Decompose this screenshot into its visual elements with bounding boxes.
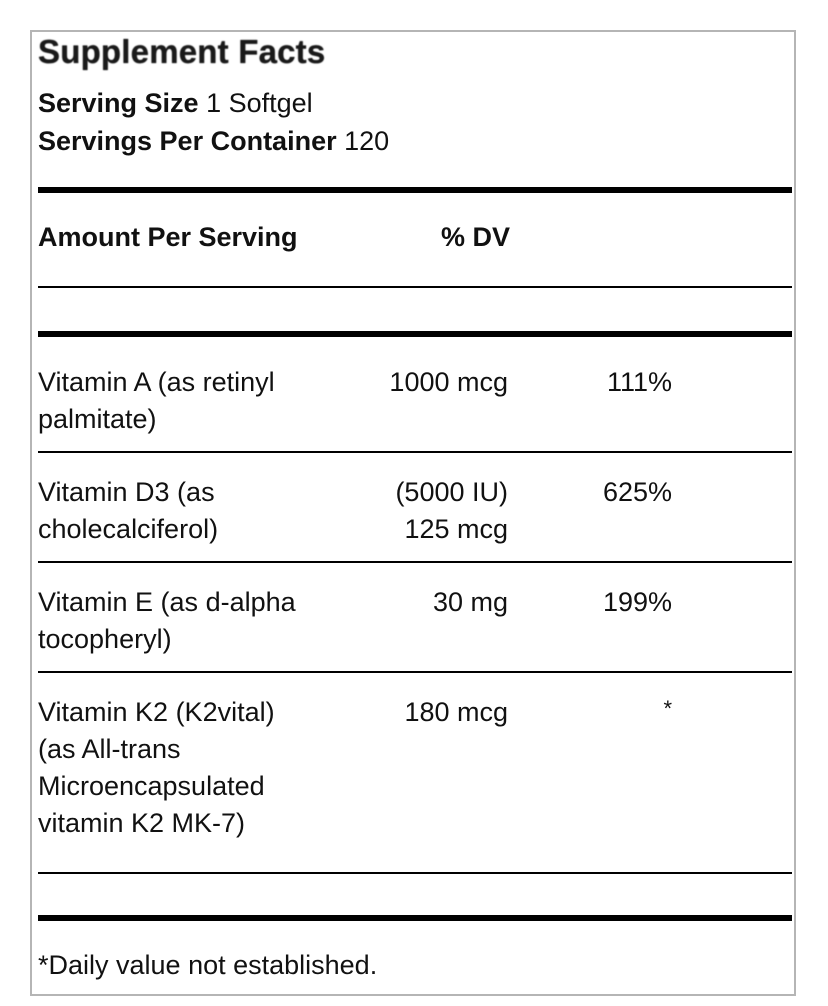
thin-divider <box>38 286 792 288</box>
nutrient-dv: 625% <box>602 477 672 507</box>
thin-divider <box>38 671 792 673</box>
nutrient-name: Vitamin A (as retinyl palmitate) <box>38 367 275 434</box>
thin-divider <box>38 561 792 563</box>
nutrient-dv: * <box>663 696 672 721</box>
nutrient-amount: (5000 IU) 125 mcg <box>395 477 508 544</box>
header-percent-dv: % DV <box>441 222 511 252</box>
nutrient-amount: 180 mcg <box>404 697 508 727</box>
nutrient-name: Vitamin K2 (K2vital) (as All-trans Microencapsulated vitamin K2 MK-7) <box>38 697 275 838</box>
nutrient-dv: 199% <box>602 587 672 617</box>
servings-per-container-value: 120 <box>344 126 390 156</box>
header-amount-per-serving: Amount Per Serving <box>38 222 298 252</box>
label-title: Supplement Facts <box>38 33 326 70</box>
servings-per-container <box>38 126 389 157</box>
nutrient-name: Vitamin E (as d-alpha tocopheryl) <box>38 587 296 654</box>
serving-size-label: Serving Size <box>38 88 199 118</box>
serving-size-value: 1 Softgel <box>206 88 313 118</box>
nutrient-amount: 1000 mcg <box>389 367 508 397</box>
nutrient-amount: 30 mg <box>432 587 508 617</box>
thin-divider <box>38 872 792 874</box>
nutrient-name: Vitamin D3 (as cholecalciferol) <box>38 477 219 544</box>
nutrient-dv: 111% <box>606 367 672 397</box>
thick-divider <box>38 187 792 193</box>
footnote: *Daily value not established. <box>38 950 378 980</box>
serving-size <box>38 88 313 119</box>
thin-divider <box>38 451 792 453</box>
servings-per-container-label: Servings Per Container <box>38 126 337 156</box>
thick-divider <box>38 915 792 921</box>
thick-divider <box>38 331 792 337</box>
